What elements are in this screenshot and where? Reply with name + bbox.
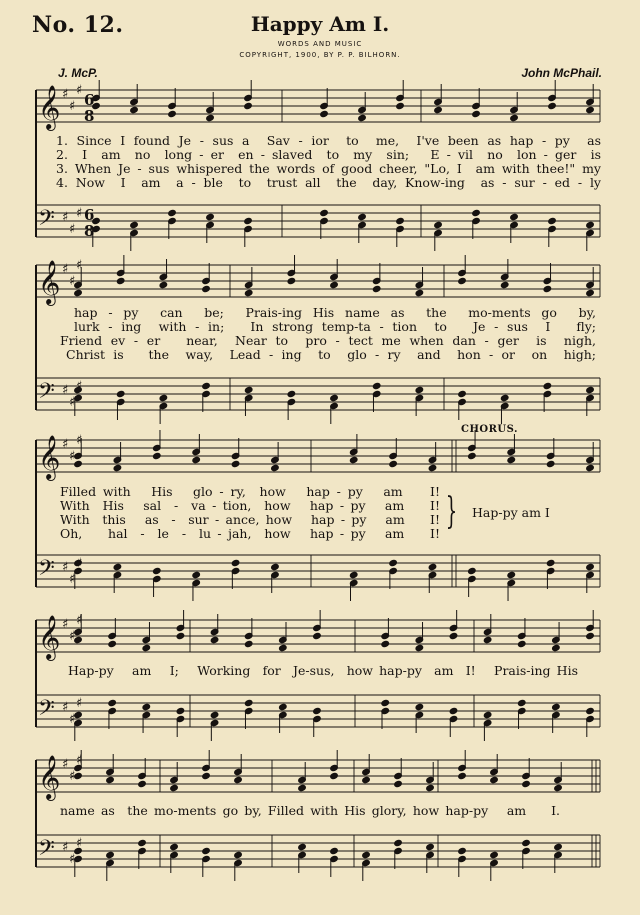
note — [142, 703, 151, 733]
note — [394, 839, 403, 869]
note — [426, 762, 435, 792]
note — [202, 382, 211, 412]
note — [522, 839, 531, 869]
note — [358, 92, 367, 122]
note — [138, 758, 147, 788]
note — [320, 209, 329, 239]
note — [313, 610, 322, 640]
lyric-line: 4. Now I am a - ble to trust all the day, Know-ing as - sur - ed - ly — [56, 175, 601, 190]
note — [271, 563, 280, 593]
lyric-line: With His sal - va - tion, how hap - py am I! — [60, 498, 440, 513]
sharp-sign: ♯ — [76, 696, 83, 711]
lyric-line: 1. Since I found Je - sus a Sav - ior to me, I've been as hap - py as — [56, 133, 601, 148]
note — [152, 430, 161, 460]
sharp-sign: ♯ — [69, 572, 76, 587]
note — [428, 563, 437, 593]
note — [372, 263, 381, 293]
note — [170, 843, 179, 873]
sharp-sign: ♯ — [62, 437, 69, 452]
note — [507, 571, 516, 601]
sharp-sign: ♯ — [62, 757, 69, 772]
sharp-sign: ♯ — [76, 753, 83, 768]
bass-clef: 𝄢 — [38, 379, 55, 409]
hymn-title: Happy Am I. — [250, 12, 390, 36]
lyric-line: Oh, hal - le - lu - jah, how hap - py am I! — [60, 526, 440, 541]
sharp-sign: ♯ — [62, 87, 69, 102]
sharp-sign: ♯ — [69, 852, 76, 867]
sharp-sign: ♯ — [69, 395, 76, 410]
note — [279, 703, 288, 733]
note — [517, 618, 526, 648]
note — [152, 567, 161, 597]
note — [372, 382, 381, 412]
words-and-music-credit: WORDS AND MUSIC — [277, 40, 363, 48]
note — [159, 394, 168, 424]
note — [330, 259, 339, 289]
note — [449, 610, 458, 640]
lyric-line: hap - py can be; Prais-ing His name as the mo-ments go by, — [74, 305, 596, 320]
note — [434, 221, 443, 251]
note — [546, 438, 555, 468]
refrain-side-lyric: Hap-py am I — [472, 505, 550, 520]
note — [428, 442, 437, 472]
note — [176, 707, 185, 737]
note — [586, 221, 595, 251]
note — [244, 618, 253, 648]
note — [244, 386, 253, 416]
note — [458, 255, 467, 285]
note — [586, 563, 595, 593]
note — [586, 610, 595, 640]
sharp-sign: ♯ — [76, 556, 83, 571]
note — [586, 707, 595, 737]
note — [279, 622, 288, 652]
note — [168, 209, 177, 239]
note — [458, 750, 467, 780]
note — [483, 614, 492, 644]
note — [313, 707, 322, 737]
bass-staff — [36, 205, 600, 237]
note — [210, 711, 219, 741]
bass-clef: 𝄢 — [38, 696, 55, 726]
sharp-sign: ♯ — [69, 99, 76, 114]
note — [458, 390, 467, 420]
note — [507, 434, 516, 464]
note — [483, 711, 492, 741]
verse-brace: } — [445, 491, 458, 532]
time-signature: 8 — [84, 107, 95, 125]
sharp-sign: ♯ — [62, 383, 69, 398]
lyric-line: Filled with His glo - ry, how hap - py am I! — [60, 484, 440, 499]
sharp-sign: ♯ — [76, 83, 83, 98]
treble-clef: 𝄞 — [38, 755, 61, 799]
treble-clef: 𝄞 — [38, 615, 61, 659]
sharp-sign: ♯ — [62, 560, 69, 575]
sharp-sign: ♯ — [62, 210, 69, 225]
note — [168, 88, 177, 118]
note — [362, 754, 371, 784]
note — [244, 267, 253, 297]
time-signature: 8 — [84, 222, 95, 240]
note — [192, 434, 201, 464]
note — [106, 754, 115, 784]
lyric-line: name as the mo-ments go by, Filled with His glory, how hap-py am I. — [60, 803, 560, 818]
note — [548, 80, 557, 110]
note — [210, 614, 219, 644]
note — [415, 267, 424, 297]
note — [138, 839, 147, 869]
sharp-sign: ♯ — [76, 206, 83, 221]
note — [206, 92, 215, 122]
note — [510, 213, 519, 243]
note — [202, 847, 211, 877]
note — [396, 80, 405, 110]
note — [320, 88, 329, 118]
note — [500, 394, 509, 424]
note — [517, 699, 526, 729]
note — [330, 394, 339, 424]
note — [231, 559, 240, 589]
note — [234, 851, 243, 881]
note — [202, 750, 211, 780]
note — [130, 221, 139, 251]
note — [586, 267, 595, 297]
note — [362, 851, 371, 881]
sharp-sign: ♯ — [62, 617, 69, 632]
sharp-sign: ♯ — [62, 262, 69, 277]
lyric-line: Hap-py am I; Working for Je-sus, how hap-py am I! Prais-ing His — [68, 663, 578, 678]
note — [510, 92, 519, 122]
note — [159, 259, 168, 289]
note — [381, 699, 390, 729]
note — [113, 563, 122, 593]
note — [543, 382, 552, 412]
note — [394, 758, 403, 788]
sharp-sign: ♯ — [76, 613, 83, 628]
note — [116, 255, 125, 285]
note — [500, 259, 509, 289]
sharp-sign: ♯ — [69, 769, 76, 784]
time-signature: 6 — [84, 91, 95, 109]
note — [170, 762, 179, 792]
composer-credit: John McPhail. — [521, 66, 602, 80]
note — [234, 754, 243, 784]
note — [244, 80, 253, 110]
lyricist-credit: J. McP. — [58, 66, 98, 80]
sharp-sign: ♯ — [69, 274, 76, 289]
treble-clef: 𝄞 — [38, 260, 61, 304]
note — [586, 442, 595, 472]
hymn-number: No. 12. — [32, 12, 124, 38]
treble-staff — [36, 760, 600, 792]
note — [358, 213, 367, 243]
note — [176, 610, 185, 640]
note — [458, 847, 467, 877]
note — [552, 622, 561, 652]
note — [522, 758, 531, 788]
chorus-label: CHORUS. — [461, 424, 518, 435]
lyric-line: 2. I am no long - er en - slaved to my sin; E - vil no lon - ger is — [56, 147, 601, 162]
note — [192, 571, 201, 601]
note — [415, 703, 424, 733]
note — [586, 386, 595, 416]
note — [244, 217, 253, 247]
note — [330, 847, 339, 877]
sharp-sign: ♯ — [76, 433, 83, 448]
note — [330, 750, 339, 780]
note — [490, 754, 499, 784]
sharp-sign: ♯ — [69, 629, 76, 644]
note — [554, 843, 563, 873]
sharp-sign: ♯ — [76, 258, 83, 273]
treble-clef: 𝄞 — [38, 85, 61, 129]
lyric-line: Christ is the way, Lead - ing to glo - ry and hon - or on high; — [66, 347, 596, 362]
note — [381, 618, 390, 648]
lyric-line: lurk - ing with - in; In strong temp-ta - tion to Je - sus I fly; — [74, 319, 596, 334]
note — [415, 622, 424, 652]
note — [298, 762, 307, 792]
note — [490, 851, 499, 881]
note — [349, 434, 358, 464]
note — [106, 851, 115, 881]
note — [389, 438, 398, 468]
note — [298, 843, 307, 873]
note — [113, 442, 122, 472]
note — [202, 263, 211, 293]
note — [396, 217, 405, 247]
note — [349, 571, 358, 601]
note — [472, 88, 481, 118]
lyric-line: With this as - sur - ance, how hap - py am I! — [60, 512, 440, 527]
note — [244, 699, 253, 729]
sharp-sign: ♯ — [69, 222, 76, 237]
note — [287, 390, 296, 420]
note — [468, 567, 477, 597]
bass-clef: 𝄢 — [38, 556, 55, 586]
sharp-sign: ♯ — [62, 700, 69, 715]
note — [231, 438, 240, 468]
bass-clef: 𝄢 — [38, 206, 55, 236]
note — [108, 618, 117, 648]
note — [586, 84, 595, 114]
note — [271, 442, 280, 472]
sharp-sign: ♯ — [69, 449, 76, 464]
note — [552, 703, 561, 733]
sharp-sign: ♯ — [76, 836, 83, 851]
note — [130, 84, 139, 114]
note — [389, 559, 398, 589]
note — [434, 84, 443, 114]
lyric-line: Friend ev - er near, Near to pro - tect me when dan - ger is nigh, — [60, 333, 596, 348]
sharp-sign: ♯ — [62, 840, 69, 855]
note — [426, 843, 435, 873]
lyric-line: 3. When Je - sus whispered the words of good cheer, "Lo, I am with thee!" my — [56, 161, 601, 176]
note — [287, 255, 296, 285]
time-signature: 6 — [84, 206, 95, 224]
bass-staff — [36, 555, 600, 587]
note — [546, 559, 555, 589]
treble-clef: 𝄞 — [38, 435, 61, 479]
bass-clef: 𝄢 — [38, 836, 55, 866]
note — [116, 390, 125, 420]
note — [548, 217, 557, 247]
note — [449, 707, 458, 737]
note — [108, 699, 117, 729]
note — [543, 263, 552, 293]
note — [472, 209, 481, 239]
note — [206, 213, 215, 243]
note — [142, 622, 151, 652]
copyright-notice: COPYRIGHT, 1900, BY P. P. BILHORN. — [239, 51, 401, 59]
sharp-sign: ♯ — [69, 712, 76, 727]
sharp-sign: ♯ — [76, 379, 83, 394]
note — [415, 386, 424, 416]
note — [554, 762, 563, 792]
bass-staff — [36, 835, 600, 867]
